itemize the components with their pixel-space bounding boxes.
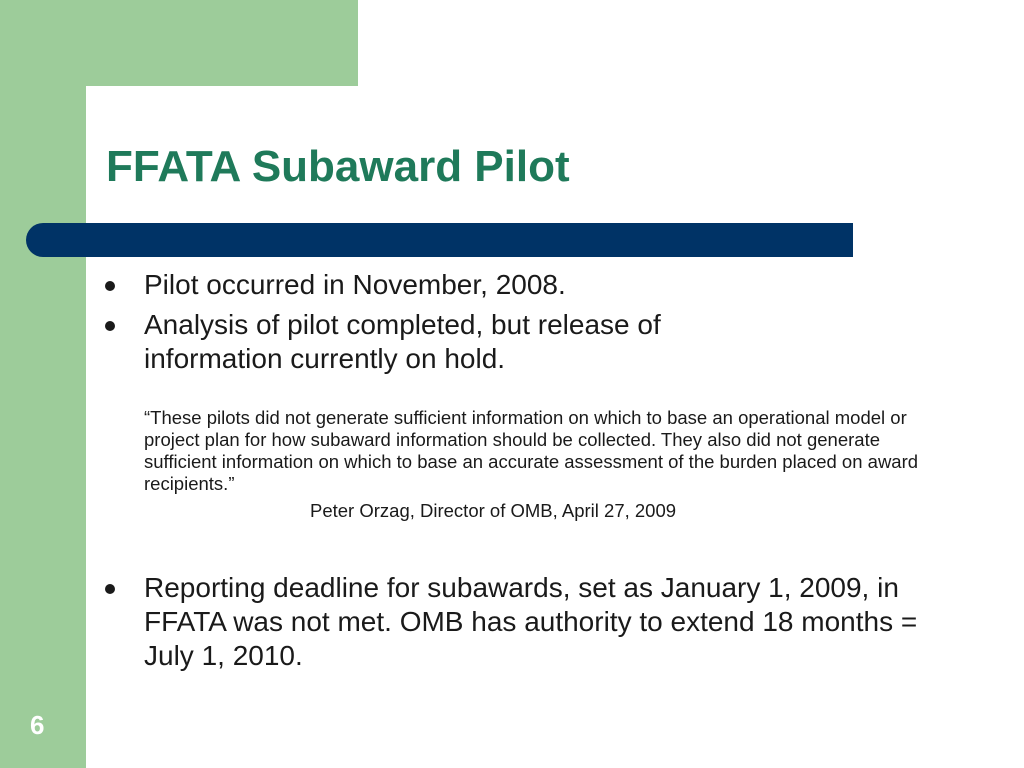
bullet-dot-1 bbox=[105, 281, 115, 291]
quote-attribution: Peter Orzag, Director of OMB, April 27, 2009 bbox=[310, 500, 677, 521]
bullet-item-1: Pilot occurred in November, 2008. bbox=[144, 269, 566, 300]
quote-text: “These pilots did not generate sufficient information on which to base an operational model or project plan for how subaward information should be collected. They also did not generate sufficient information on which to base an accurate assessment of the burden placed on award recipients.” bbox=[144, 407, 919, 494]
page-number: 6 bbox=[30, 710, 45, 740]
bullet-item-2: Analysis of pilot completed, but release of information currently on hold. bbox=[144, 309, 661, 374]
bullet-dot-2 bbox=[105, 321, 115, 331]
title-underline-bar bbox=[26, 223, 853, 257]
bullet-dot-3 bbox=[105, 584, 115, 594]
top-green-band bbox=[0, 0, 358, 86]
slide-title: FFATA Subaward Pilot bbox=[106, 142, 570, 191]
bullet-item-3: Reporting deadline for subawards, set as January 1, 2009, in FFATA was not met. OMB has authority to extend 18 months = July 1, 2010. bbox=[144, 572, 918, 671]
left-green-band bbox=[0, 0, 86, 768]
